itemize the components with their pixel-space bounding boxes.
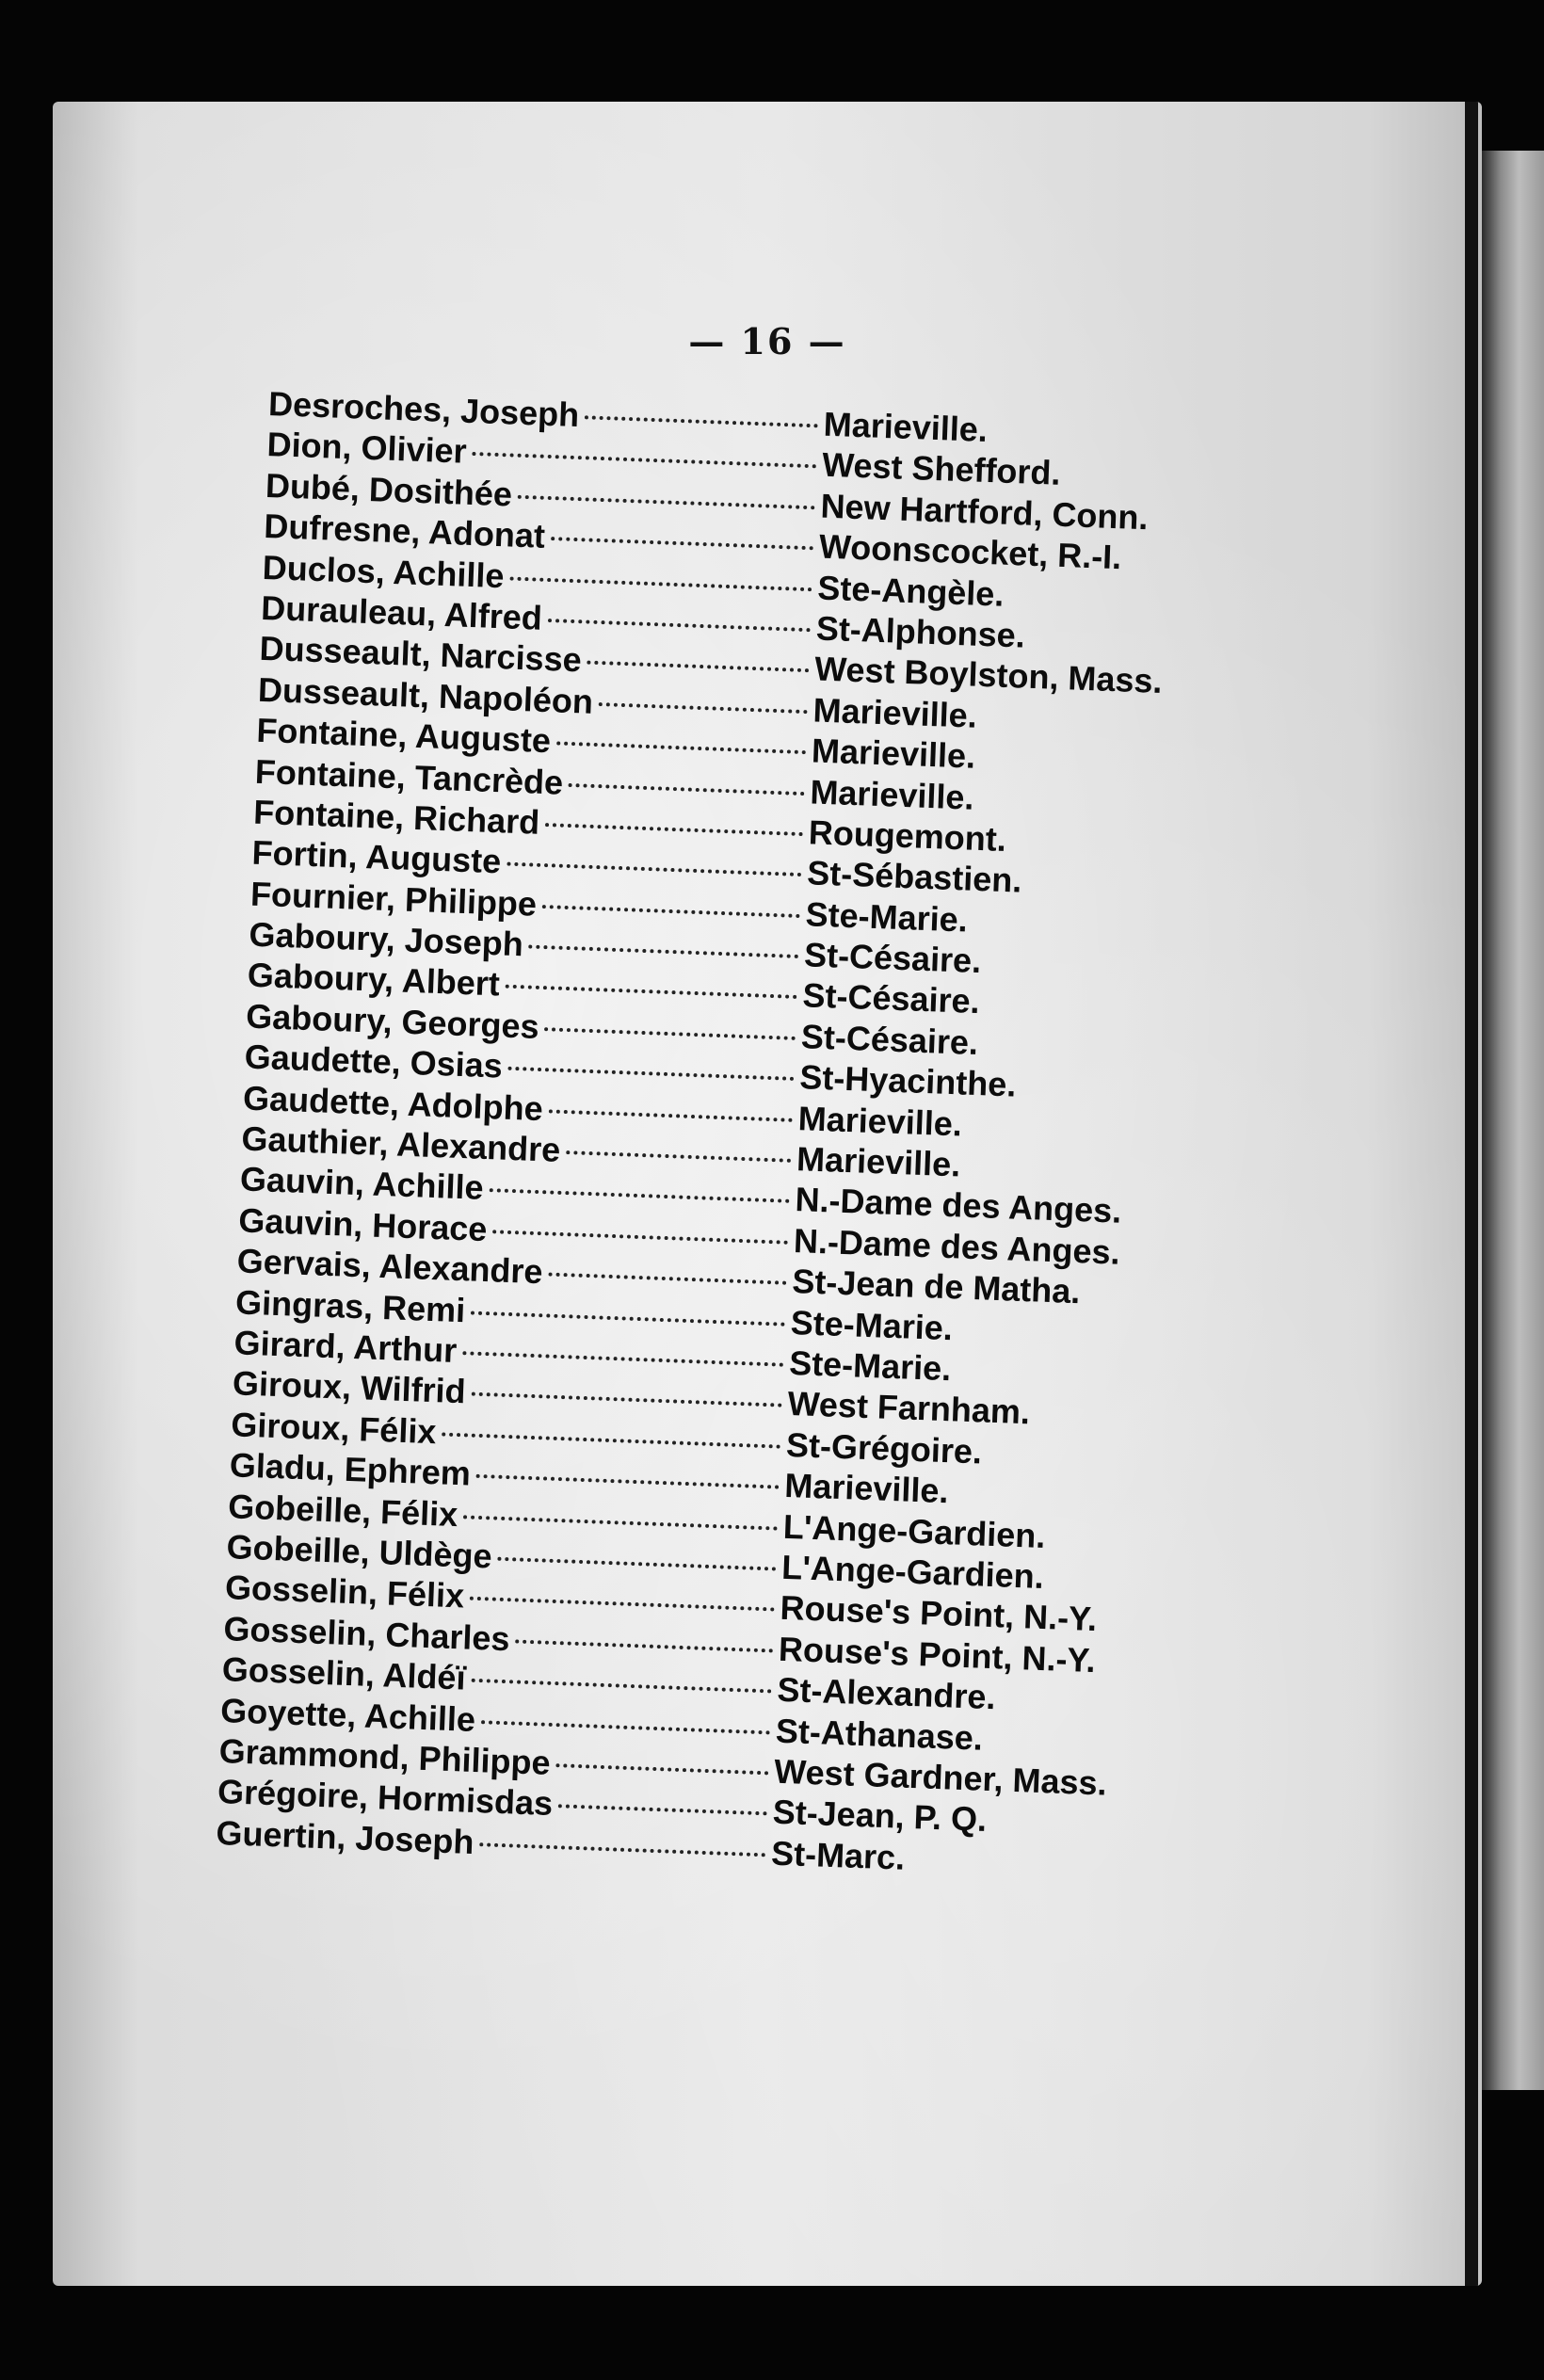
entry-name: Gaboury, Joseph [248, 914, 524, 964]
entry-name: Gobeille, Uldège [225, 1527, 493, 1576]
dot-leader [548, 619, 811, 632]
dot-leader [472, 452, 816, 468]
entry-name: Durauleau, Alfred [260, 587, 543, 637]
entry-name: Gaboury, Albert [247, 956, 501, 1004]
dot-leader [506, 985, 797, 999]
entry-place: West Farnham. [786, 1384, 1031, 1432]
entry-place: St-Sébastien. [806, 853, 1023, 900]
name-place-list [216, 384, 1239, 1890]
dot-leader [556, 742, 806, 755]
dot-leader [471, 1679, 771, 1694]
dot-leader [497, 1557, 776, 1571]
entry-place: New Hartford, Conn. [819, 486, 1150, 538]
entry-place: Ste-Marie. [805, 893, 969, 940]
entry-name: Gladu, Ephrem [229, 1445, 472, 1493]
entry-place: L'Ange-Gardien. [780, 1547, 1045, 1596]
entry-name: Gaudette, Osias [244, 1037, 504, 1085]
entry-place: St-Césaire. [803, 935, 982, 981]
dot-leader [479, 1842, 765, 1857]
entry-name: Dusseault, Narcisse [258, 629, 583, 680]
dot-leader [509, 576, 812, 591]
entry-place: Marieville. [796, 1139, 961, 1184]
entry-name: Desroches, Joseph [267, 384, 580, 435]
entry-name: Duclos, Achille [262, 547, 506, 595]
entry-place: Ste-Angèle. [816, 568, 1005, 614]
dot-leader [585, 415, 818, 427]
entry-place: L'Ange-Gardien. [782, 1506, 1047, 1555]
entry-place: Marieville. [783, 1466, 950, 1511]
entry-place: Ste-Marie. [790, 1302, 954, 1347]
entry-name: Gaudette, Adolphe [242, 1078, 544, 1128]
dot-leader [587, 661, 809, 673]
entry-place: N.-Dame des Anges. [793, 1220, 1121, 1272]
dot-leader [599, 702, 808, 714]
entry-name: Gaboury, Georges [245, 996, 540, 1046]
dot-leader [518, 495, 815, 510]
dot-leader [542, 905, 800, 918]
dot-leader [558, 1805, 767, 1816]
entry-place: Rouse's Point, N.-Y. [779, 1588, 1098, 1639]
entry-name: Fontaine, Richard [252, 792, 540, 842]
entry-place: St-Jean, P. Q. [772, 1792, 988, 1840]
entry-name: Fontaine, Auguste [255, 710, 552, 761]
entry-place: St-Alexandre. [776, 1669, 997, 1717]
entry-place: West Gardner, Mass. [773, 1751, 1108, 1803]
entry-place: Rouse's Point, N.-Y. [778, 1629, 1097, 1680]
dot-leader [507, 862, 801, 876]
page-binding-edge [1465, 102, 1478, 2286]
entry-name: Gauthier, Alexandre [240, 1118, 561, 1169]
entry-name: Gosselin, Charles [222, 1608, 511, 1658]
entry-name: Dion, Olivier [265, 425, 468, 472]
dot-leader [471, 1392, 781, 1407]
entry-name: Gosselin, Félix [224, 1568, 465, 1616]
dot-leader [508, 1067, 795, 1081]
entry-name: Fournier, Philippe [249, 874, 538, 924]
entry-name: Gauvin, Horace [237, 1200, 489, 1248]
dot-leader [463, 1515, 778, 1530]
entry-name: Gingras, Remi [234, 1281, 466, 1329]
dot-leader [471, 1311, 785, 1326]
dot-leader [481, 1720, 770, 1734]
dot-leader [566, 1150, 791, 1163]
book-page [53, 102, 1482, 2286]
entry-name: Fontaine, Tancrède [254, 751, 564, 802]
entry-name: Guertin, Joseph [215, 1812, 475, 1861]
entry-place: St-Athanase. [775, 1711, 984, 1758]
entry-place: Marieville. [809, 771, 975, 817]
dot-leader [529, 945, 799, 958]
dot-leader [462, 1351, 783, 1367]
entry-name: Gosselin, Aldéï [221, 1649, 467, 1697]
entry-place: St-Jean de Matha. [791, 1262, 1082, 1311]
dot-leader [548, 1273, 786, 1285]
entry-name: Girard, Arthur [233, 1323, 458, 1370]
dot-leader [544, 1027, 796, 1040]
dot-leader [492, 1230, 788, 1245]
page-number: — 16 — [688, 320, 846, 362]
entry-name: Goyette, Achille [219, 1690, 476, 1739]
dot-leader [555, 1763, 768, 1775]
entry-place: Rougemont. [808, 812, 1007, 859]
entry-name: Gobeille, Félix [227, 1486, 458, 1534]
entry-name: Grammond, Philippe [218, 1730, 552, 1782]
entry-place: Marieville. [823, 404, 989, 449]
entry-place: Marieville. [811, 731, 976, 776]
entry-name: Giroux, Wilfrid [232, 1363, 467, 1411]
entry-place: St-Alphonse. [815, 608, 1026, 655]
entry-name: Grégoire, Hormisdas [217, 1772, 554, 1824]
entry-name: Dubé, Dosithée [265, 465, 513, 514]
entry-place: Marieville. [812, 690, 978, 735]
adjacent-page-edge [1482, 151, 1544, 2090]
entry-place: St-Césaire. [801, 975, 981, 1021]
dot-leader [545, 823, 803, 836]
dot-leader [569, 782, 805, 795]
dot-leader [551, 537, 813, 550]
entry-name: Giroux, Félix [230, 1405, 438, 1452]
entry-place: St-Hyacinthe. [798, 1057, 1018, 1104]
entry-place: West Shefford. [821, 444, 1062, 493]
dot-leader [470, 1597, 775, 1612]
dot-leader [489, 1189, 789, 1204]
entry-place: St-Césaire. [800, 1017, 979, 1062]
entry-name: Gauvin, Achille [239, 1159, 485, 1208]
entry-place: Ste-Marie. [788, 1343, 952, 1389]
dot-leader [476, 1474, 780, 1489]
dot-leader [515, 1639, 773, 1652]
entry-name: Dufresne, Adonat [263, 507, 546, 556]
entry-place: Marieville. [797, 1098, 963, 1144]
entry-name: Dusseault, Napoléon [257, 669, 594, 721]
entry-place: St-Grégoire. [785, 1424, 983, 1471]
entry-name: Fortin, Auguste [251, 832, 502, 881]
entry-name: Gervais, Alexandre [236, 1241, 544, 1292]
entry-place: West Boylston, Mass. [813, 649, 1164, 701]
entry-place: N.-Dame des Anges. [794, 1180, 1122, 1231]
entry-place: St-Marc. [770, 1833, 906, 1877]
dot-leader [549, 1109, 793, 1121]
entry-place: Woonscocket, R.-I. [818, 526, 1123, 577]
dot-leader [442, 1432, 780, 1448]
